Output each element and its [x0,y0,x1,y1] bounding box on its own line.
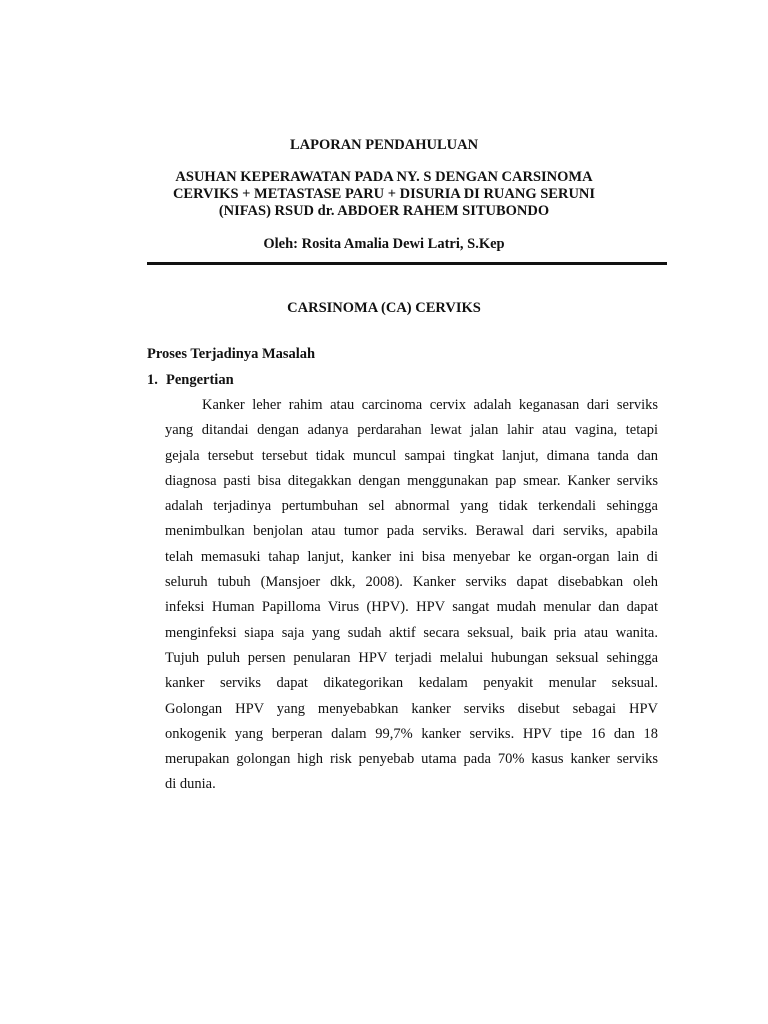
paragraph-line: seluruh tubuh (Mansjoer dkk, 2008). Kanker serviks dapat disebabkan oleh [165,574,658,591]
paragraph-line: di dunia. [165,776,216,793]
author-line: Oleh: Rosita Amalia Dewi Latri, S.Kep [263,236,505,252]
paragraph-line: telah memasuki tahap lanjut, kanker ini bisa menyebar ke organ-organ lain di [165,548,658,565]
list-item-title: Pengertian [166,372,234,388]
paragraph-line: infeksi Human Papilloma Virus (HPV). HPV sangat mudah menular dan dapat [165,599,658,616]
paragraph-line: onkogenik yang berperan dalam 99,7% kanker serviks. HPV tipe 16 dan 18 [165,725,658,742]
definition-paragraph [165,393,658,798]
list-item-number: 1. [147,372,158,388]
report-title-line-3: (NIFAS) RSUD dr. ABDOER RAHEM SITUBONDO [218,203,550,219]
section-title: CARSINOMA (CA) CERVIKS [287,300,481,316]
report-title-line-1: ASUHAN KEPERAWATAN PADA NY. S DENGAN CARSINOMA [175,169,593,185]
subheading: Proses Terjadinya Masalah [147,346,316,362]
paragraph-line: adalah terjadinya pertumbuhan sel abnormal yang tidak terkendali sehingga [165,498,658,515]
paragraph-line: merupakan golongan high risk penyebab utama pada 70% kasus kanker serviks [165,751,658,768]
paragraph-line: Tujuh puluh persen penularan HPV terjadi melalui hubungan seksual sehingga [165,649,658,666]
paragraph-line: Golongan HPV yang menyebabkan kanker serviks disebut sebagai HPV [165,700,658,717]
title-divider [147,262,667,265]
paragraph-line: menimbulkan benjolan atau tumor pada serviks. Berawal dari serviks, apabila [165,523,658,540]
report-title-line-2: CERVIKS + METASTASE PARU + DISURIA DI RUANG SERUNI [172,186,596,202]
paragraph-line: yang ditandai dengan adanya perdarahan lewat jalan lahir atau vagina, tetapi [165,422,658,439]
paragraph-line: kanker serviks dapat dikategorikan kedalam penyakit menular seksual. [165,675,658,692]
report-type-heading: LAPORAN PENDAHULUAN [289,137,479,153]
paragraph-line: diagnosa pasti bisa ditegakkan dengan menggunakan pap smear. Kanker serviks [165,472,658,489]
paragraph-line: menginfeksi siapa saja yang sudah aktif secara seksual, baik pria atau wanita. [165,624,658,641]
paragraph-line: Kanker leher rahim atau carcinoma cervix adalah keganasan dari serviks [202,397,658,413]
paragraph-line: gejala tersebut tersebut tidak muncul sampai tingkat lanjut, dimana tanda dan [165,447,658,464]
